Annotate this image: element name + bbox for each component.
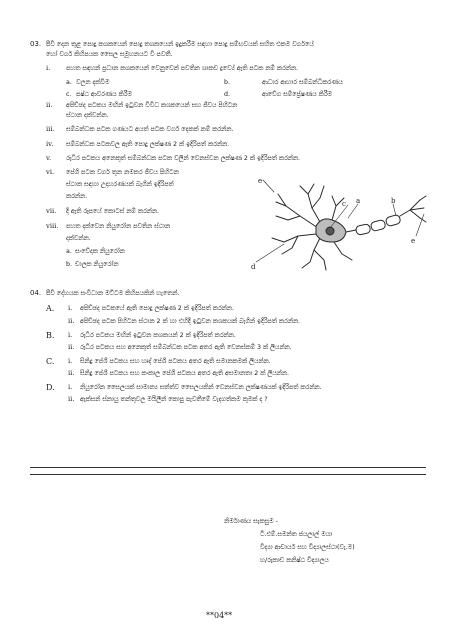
q3-vi-label: vi. [46, 168, 55, 176]
dendrite [278, 194, 318, 228]
q3-ii-label: ii. [46, 101, 53, 109]
diagram-label-e-top: e [258, 177, 263, 185]
q3-i-option-a-label: a. [66, 79, 72, 86]
q4-B-label: B. [46, 331, 55, 340]
credits-heading: නිර්මාණය සැකසුම - [224, 518, 278, 525]
axon [400, 210, 410, 216]
leader-line [263, 180, 274, 192]
q4-A-i-label: i. [68, 304, 73, 312]
neuron-diagram [248, 176, 430, 274]
diagram-label-c: c [342, 200, 346, 208]
q4-C-i-text: සිනිදු පේශී පටකය සහ හෘද් පේශී පටකය අතර ඇති සමානකමක් ලියන්න. [80, 358, 271, 365]
q4-D-i-label: i. [68, 383, 73, 391]
q4-intro: පීවී දේහයක සංවිධාන මට්ටම කිහිපයකින් හැතෙන්. [46, 290, 180, 297]
dendrite [276, 216, 300, 220]
diagram-label-d: d [251, 263, 256, 271]
q4-A-ii-label: ii. [68, 317, 75, 325]
dendrite [312, 186, 324, 208]
q3-i-text: පහත සඳහන් ප්‍රධාන කශකයෙන් වෙනුවෙන් පවතින ශාකච ද්‍රව්‍යේ ඇති පටක නම් කරන්න. [66, 65, 299, 72]
axon-terminal [420, 218, 426, 222]
q4-B-i-label: i. [68, 331, 73, 339]
q3-vi-line-2: ස්ථාන සඳහා උදාහරණයක් බැගින් ඉදිරිපත් [66, 181, 174, 188]
q3-viii-option-b-text: චාලක නියුරෝන [75, 261, 119, 268]
q3-ii-line-1: අපිච්ඡද පටකය මඟින් ඉටුවන විවිධ කශකයෙන් සහ ජීවය පිහිටන [66, 102, 238, 109]
q3-i-option-d-text: ආවේග සම්ප්‍රේෂණය කිරීම [262, 91, 333, 98]
q4-number: 04. [30, 289, 42, 297]
q3-viii-option-b-label: b. [66, 261, 72, 268]
q3-vi-line-3: කරන්න. [66, 193, 88, 200]
leader-line [348, 204, 358, 218]
dendrite [308, 184, 314, 194]
q3-viii-label: viii. [46, 222, 59, 230]
q3-viii-option-a-label: a. [66, 248, 72, 255]
leader-line [416, 214, 424, 236]
q4-A-i-text: අපිච්ඡද පටකයේ ඇති පොදු ලක්ෂණ 2 ක් ඉදිරිපත් කරන්න. [80, 305, 234, 312]
q3-i-option-c-label: c. [66, 91, 72, 98]
axon-terminal [420, 196, 426, 200]
myelin-segment [370, 219, 386, 231]
q3-i-option-a-text: වලන දක්වීම [76, 79, 110, 86]
dendrite [334, 242, 352, 260]
q4-D-ii-text: ඇක්සන් ස්නායු තන්තුවල මයිලීන් කොපු පැවතීමේ වැදගත්කම කුමක් ද ? [80, 396, 268, 403]
dendrite [314, 250, 326, 270]
q4-B-i-text: රුධිර පටකය මඟින් ඉටුවන කශකයන් 2 ක් ඉදිරිපත් කරන්න. [80, 332, 236, 339]
myelin-segment [385, 214, 401, 227]
axon-terminal [410, 210, 420, 218]
q4-C-ii-text: සිනිදු පේශී පටකය සහ කංකාල පේශී පටකය අතර ඇති අසමානතා 2 ක් ලියන්න. [80, 370, 289, 377]
credits-author-role: විද්‍යා ආචාර්ය සහ විද්‍යාලස්ථා(වැ.ම) [260, 544, 355, 551]
q3-viii-line-2: දක්වන්න. [66, 235, 91, 242]
myelin-segment [355, 224, 371, 236]
leader-line [256, 244, 284, 262]
q3-intro-line-2: හෝ වර්ග කිහිපයක සෛල සමූහනයට වී පවතී. [46, 51, 173, 58]
q4-C-i-label: i. [68, 357, 73, 365]
q4-D-label: D. [46, 383, 55, 392]
credits-author-name: ටී.එම්.සමන්ත ජයලාල් මයා [260, 531, 333, 538]
q3-iii-text: සම්බන්ධක පටක ගණයට අයත් පටක වර්ග දෙකක් නම් කරන්න. [66, 126, 234, 133]
axon [346, 230, 356, 232]
q4-C-label: C. [46, 357, 55, 366]
q3-v-text: රුධිර පටකය අනෙකුත් සම්බන්ධක පටක වලින් වෙනස්වන ලක්ෂණ 2 ක් ඉදිරිපත් කරන්න. [66, 155, 301, 162]
dendrite [332, 196, 336, 206]
q4-D-ii-label: ii. [68, 395, 75, 403]
q3-i-option-b-text: ආධාර ආහාර සම්බන්ධීකරණය [262, 79, 343, 86]
diagram-label-a: a [356, 197, 361, 205]
q3-iv-text: සම්බන්ධක පටකවල ඇති පොදු ලක්ෂණ 2 ක් ඉදිරිපත් කරන්න. [66, 141, 230, 148]
q4-B-ii-text: රුධිර පටකය සහ අනෙකුත් සම්බන්ධක පටක අතර ඇති වෙනස්කම් 3 ක් ලියන්න. [80, 344, 292, 351]
q4-A-label: A. [46, 304, 55, 313]
dendrite [272, 234, 316, 242]
q3-viii-line-1: පහත දක්වෙන නියුරෝන පවතින ස්ථාන [66, 223, 171, 230]
q3-vii-label: vii. [46, 207, 57, 215]
diagram-label-e-bottom: e [411, 237, 416, 245]
q3-viii-option-a-text: සංවේදක නියුරෝන [75, 248, 125, 255]
q3-i-option-b-label: b. [224, 79, 230, 86]
q4-D-i-text: නියුරෝන සෛලයක් සාමාන්‍ය සත්ත්ව සෛලයකින් වෙනස්වන ලක්ෂණයක් ඉදිරිපත් කරන්න. [80, 384, 322, 391]
separator-line-top [30, 467, 426, 468]
diagram-label-b: b [391, 197, 396, 205]
q3-number: 03. [30, 40, 42, 48]
dendrite [282, 236, 298, 254]
q4-C-ii-label: ii. [68, 369, 75, 377]
leader-line [393, 204, 396, 216]
credits-school: හ/රුකාඩ කනිෂ්ඨ විද්‍යාලය [260, 557, 329, 564]
q3-iii-label: iii. [46, 125, 55, 133]
q3-vii-text: දී ඇති රූපයේ කොටස් නම් කරන්න. [66, 208, 160, 215]
page-number: **04** [206, 611, 233, 620]
q4-A-ii-text: අපිච්ඡද පටක පිහිටන ස්ථාන 2 ක් හා එහිදී ඉටුවන කශකයක් බැගින් ඉදිරිපත් කරන්න. [80, 318, 301, 325]
q3-iv-label: iv. [46, 140, 54, 148]
separator-line-bottom [30, 474, 426, 475]
q3-ii-line-2: ස්ථාන දක්වන්න. [66, 112, 109, 119]
q3-intro-line-1: පීවී දෙන තුළ පොදු කශකයෙන් පොදු තශකයෙන් ඉදුකරීම සඳහා පොදු සම්භවයක් සහිත එකම වර්ගයේ [46, 41, 314, 48]
q3-i-option-c-text: පෂ්ඨ ආවරණය කිරීම [76, 91, 132, 98]
q4-B-ii-label: ii. [68, 343, 75, 351]
q3-i-option-d-label: d. [224, 91, 230, 98]
q3-i-label: i. [46, 64, 51, 72]
q3-vi-line-1: පේශි පටක වර්ග තුන නමකර ජීවය පිහිටන [66, 169, 179, 176]
q3-v-label: v. [46, 154, 52, 162]
